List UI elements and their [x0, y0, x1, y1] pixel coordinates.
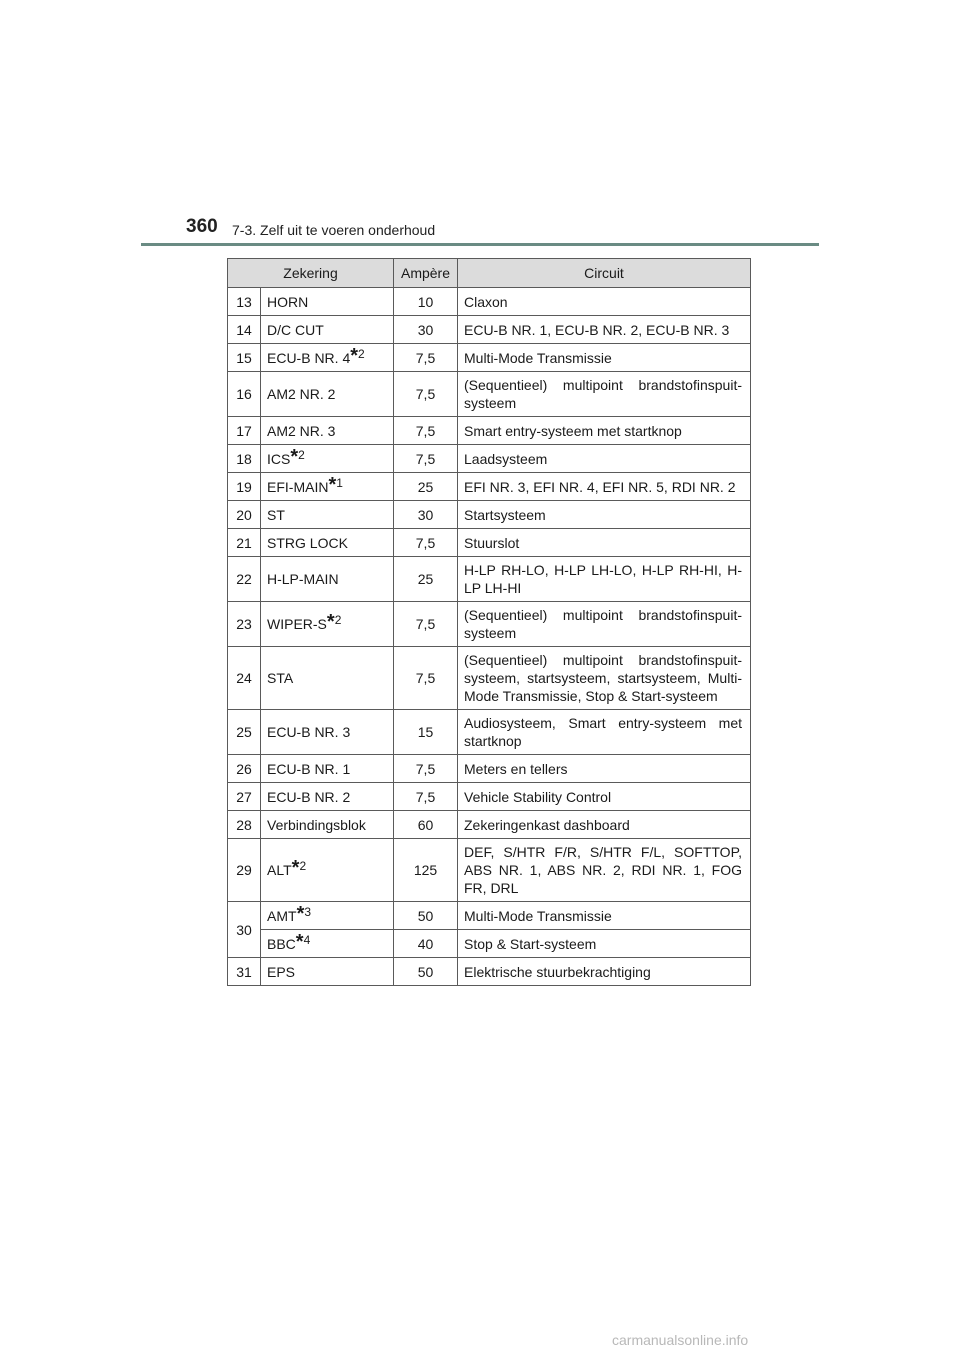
asterisk-icon: * [296, 902, 305, 925]
table-row [228, 417, 751, 445]
fuse-name-text: WIPER-S [267, 616, 327, 632]
fuse-circuit: (Sequentieel) multipoint brandstofinspuit-systeem, startsysteem, startsysteem, Multi-Mode Transmissie, Stop & Start-systeem [458, 647, 751, 710]
fuse-name [261, 958, 394, 986]
fuse-number: 15 [228, 344, 261, 372]
column-header-fuse: Zekering [228, 259, 394, 288]
footnote-marker [328, 473, 343, 496]
fuse-name [261, 473, 394, 501]
table-row [228, 710, 751, 755]
fuse-circuit: Laadsysteem [458, 445, 751, 473]
table-row [228, 811, 751, 839]
fuse-number: 18 [228, 445, 261, 473]
fuse-ampere: 60 [394, 811, 458, 839]
asterisk-icon: * [350, 344, 359, 367]
table-row [228, 755, 751, 783]
fuse-name [261, 783, 394, 811]
footnote-number: 3 [304, 904, 312, 919]
fuse-ampere: 50 [394, 958, 458, 986]
footnote-number: 4 [303, 932, 311, 947]
fuse-name [261, 344, 394, 372]
fuse-circuit: DEF, S/HTR F/R, S/HTR F/L, SOFTTOP, ABS NR. 1, ABS NR. 2, RDI NR. 1, FOG FR, DRL [458, 839, 751, 902]
fuse-ampere: 30 [394, 316, 458, 344]
table-row [228, 839, 751, 902]
fuse-number: 24 [228, 647, 261, 710]
fuse-name [261, 839, 394, 902]
fuse-ampere: 25 [394, 557, 458, 602]
watermark: carmanualsonline.info [612, 1332, 749, 1348]
fuse-circuit: Stop & Start-systeem [458, 930, 751, 958]
fuse-name-text: EPS [267, 963, 296, 980]
fuse-circuit: Smart entry-systeem met startknop [458, 417, 751, 445]
column-header-ampere: Ampère [394, 259, 458, 288]
table-row [228, 344, 751, 372]
fuse-name [261, 372, 394, 417]
fuse-circuit: (Sequentieel) multipoint brandstofinspuit-systeem [458, 602, 751, 647]
fuse-number: 19 [228, 473, 261, 501]
table-row [228, 902, 751, 930]
fuse-circuit: Audiosysteem, Smart entry-systeem met startknop [458, 710, 751, 755]
footnote-number: 1 [336, 475, 343, 490]
fuse-circuit: Vehicle Stability Control [458, 783, 751, 811]
fuse-ampere: 7,5 [394, 602, 458, 647]
fuse-name [261, 529, 394, 557]
footnote-marker [291, 857, 307, 879]
table-row [228, 473, 751, 501]
fuse-circuit: Stuurslot [458, 529, 751, 557]
fuse-ampere: 7,5 [394, 445, 458, 473]
fuse-circuit: ECU-B NR. 1, ECU-B NR. 2, ECU-B NR. 3 [458, 316, 751, 344]
fuse-circuit: Startsysteem [458, 501, 751, 529]
asterisk-icon: * [290, 445, 299, 468]
table-row [228, 783, 751, 811]
fuse-name [261, 755, 394, 783]
fuse-ampere: 15 [394, 710, 458, 755]
fuse-circuit: H-LP RH-LO, H-LP LH-LO, H-LP RH-HI, H-LP LH-HI [458, 557, 751, 602]
fuse-name-text: EFI-MAIN [267, 478, 329, 495]
table-row [228, 372, 751, 417]
fuse-name-text: BBC [267, 935, 296, 952]
fuse-number: 13 [228, 288, 261, 316]
table-row [228, 930, 751, 958]
footnote-number: 2 [298, 447, 305, 462]
column-header-circuit: Circuit [458, 259, 751, 288]
fuse-name-text: AM2 NR. 2 [267, 386, 336, 402]
fuse-name-text: ALT [267, 862, 292, 878]
fuse-number: 26 [228, 755, 261, 783]
fuse-number: 16 [228, 372, 261, 417]
fuse-name [261, 501, 394, 529]
fuse-number: 31 [228, 958, 261, 986]
fuse-name-text: ECU-B NR. 3 [267, 724, 351, 740]
fuse-name [261, 710, 394, 755]
fuse-name-text: H-LP-MAIN [267, 571, 339, 587]
asterisk-icon: * [291, 857, 300, 879]
fuse-ampere: 10 [394, 288, 458, 316]
fuse-table [227, 258, 751, 986]
table-row [228, 445, 751, 473]
fuse-name [261, 902, 394, 930]
asterisk-icon: * [295, 930, 304, 953]
fuse-name-text: ECU-B NR. 4 [267, 349, 351, 366]
fuse-circuit: Multi-Mode Transmissie [458, 344, 751, 372]
fuse-number: 29 [228, 839, 261, 902]
fuse-number: 25 [228, 710, 261, 755]
fuse-name-text: HORN [267, 293, 309, 310]
fuse-circuit: Zekeringenkast dashboard [458, 811, 751, 839]
fuse-ampere: 7,5 [394, 372, 458, 417]
fuse-number: 22 [228, 557, 261, 602]
fuse-number: 17 [228, 417, 261, 445]
fuse-name [261, 316, 394, 344]
footnote-marker [296, 902, 312, 925]
fuse-name-text: ECU-B NR. 2 [267, 788, 351, 805]
fuse-ampere: 50 [394, 902, 458, 930]
footnote-number: 2 [358, 346, 365, 361]
fuse-name [261, 288, 394, 316]
page-number: 360 [186, 216, 218, 237]
fuse-ampere: 7,5 [394, 755, 458, 783]
fuse-number: 21 [228, 529, 261, 557]
fuse-name-text: ECU-B NR. 1 [267, 760, 351, 777]
footnote-number: 2 [299, 859, 307, 873]
table-row [228, 316, 751, 344]
fuse-ampere: 7,5 [394, 417, 458, 445]
fuse-number: 23 [228, 602, 261, 647]
table-header-row [228, 259, 751, 288]
fuse-ampere: 7,5 [394, 529, 458, 557]
footnote-marker [290, 445, 305, 468]
fuse-circuit: Elektrische stuurbekrachtiging [458, 958, 751, 986]
fuse-name [261, 930, 394, 958]
table-row [228, 602, 751, 647]
fuse-ampere: 40 [394, 930, 458, 958]
table-row [228, 647, 751, 710]
header-divider [141, 243, 819, 246]
fuse-name [261, 811, 394, 839]
fuse-table-body [228, 288, 751, 986]
fuse-circuit: (Sequentieel) multipoint brandstofinspuit-systeem [458, 372, 751, 417]
fuse-name-text: ICS [267, 450, 291, 467]
fuse-name [261, 445, 394, 473]
footnote-marker [350, 344, 365, 367]
fuse-name [261, 417, 394, 445]
fuse-name [261, 602, 394, 647]
fuse-circuit: Claxon [458, 288, 751, 316]
footnote-marker [295, 930, 311, 953]
fuse-ampere: 7,5 [394, 344, 458, 372]
fuse-name-text: ST [267, 506, 285, 523]
fuse-name [261, 557, 394, 602]
fuse-number: 30 [228, 902, 261, 958]
fuse-name-text: AM2 NR. 3 [267, 422, 336, 439]
table-row [228, 958, 751, 986]
fuse-ampere: 30 [394, 501, 458, 529]
fuse-name-text: STA [267, 670, 294, 686]
asterisk-icon: * [328, 473, 337, 496]
fuse-circuit: EFI NR. 3, EFI NR. 4, EFI NR. 5, RDI NR. 2 [458, 473, 751, 501]
fuse-name-text: Verbindingsblok [267, 816, 366, 833]
fuse-name [261, 647, 394, 710]
fuse-ampere: 7,5 [394, 647, 458, 710]
fuse-name-text: D/C CUT [267, 321, 324, 338]
footnote-marker [326, 611, 342, 633]
fuse-circuit: Meters en tellers [458, 755, 751, 783]
fuse-name-text: STRG LOCK [267, 534, 348, 551]
table-row [228, 557, 751, 602]
fuse-number: 20 [228, 501, 261, 529]
fuse-ampere: 7,5 [394, 783, 458, 811]
table-row [228, 501, 751, 529]
table-row [228, 288, 751, 316]
asterisk-icon: * [326, 611, 335, 633]
section-title: 7-3. Zelf uit te voeren onderhoud [232, 222, 436, 238]
table-row [228, 529, 751, 557]
fuse-ampere: 25 [394, 473, 458, 501]
footnote-number: 2 [334, 613, 342, 627]
fuse-number: 27 [228, 783, 261, 811]
fuse-circuit: Multi-Mode Transmissie [458, 902, 751, 930]
fuse-number: 14 [228, 316, 261, 344]
fuse-number: 28 [228, 811, 261, 839]
fuse-name-text: AMT [267, 907, 297, 924]
fuse-ampere: 125 [394, 839, 458, 902]
